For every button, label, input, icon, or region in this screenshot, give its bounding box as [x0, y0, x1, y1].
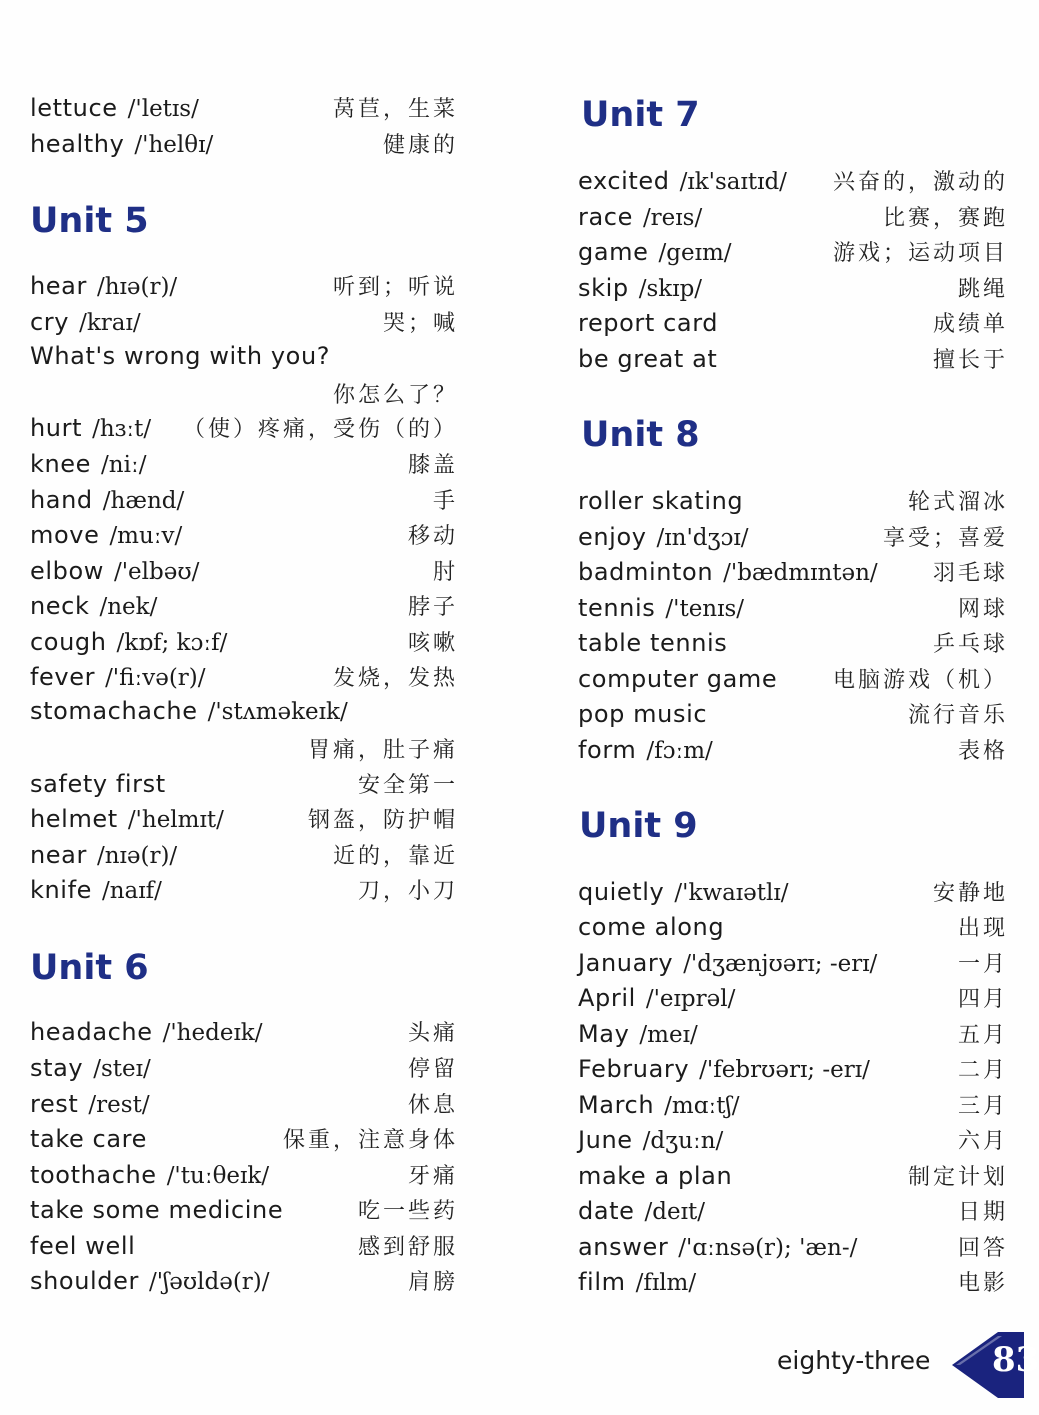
entry-translation: 保重，注意身体: [282, 1128, 458, 1153]
entry-word: take care: [30, 1125, 147, 1153]
entry-ipa: /'tenɪs/: [665, 596, 745, 622]
entry-ipa: /'eɪprəl/: [645, 986, 736, 1012]
vocab-entry-near: [30, 839, 458, 874]
entry-ipa: /mɑːtʃ/: [664, 1093, 740, 1119]
vocab-entry-february: [578, 1053, 1008, 1088]
entry-translation: 四月: [957, 987, 1008, 1012]
entry-ipa: /fɔːm/: [646, 738, 713, 764]
page-number-words: eighty-three: [777, 1346, 931, 1375]
entry-ipa: /'fiːvə(r)/: [105, 665, 206, 691]
vocab-entry-badminton: [578, 556, 1008, 591]
vocab-entry-stay: [30, 1052, 458, 1087]
vocab-entry-feel-well: [30, 1230, 458, 1265]
vocab-entry-answer: [578, 1231, 1008, 1266]
entry-translation: 出现: [957, 916, 1008, 941]
entry-ipa: /'hedeɪk/: [162, 1020, 263, 1046]
entry-ipa: /ɪn'dʒɔɪ/: [656, 525, 749, 551]
vocab-entry-knife: [30, 874, 458, 909]
unit-6-heading: Unit 6: [30, 948, 149, 988]
entry-word: helmet: [30, 805, 118, 833]
entry-word: badminton: [578, 558, 714, 586]
entry-ipa: /nek/: [99, 594, 158, 620]
entry-word: hurt: [30, 414, 83, 442]
entry-word: game: [578, 238, 649, 266]
entry-ipa: /hɪə(r)/: [96, 274, 178, 300]
vocab-entry-fever: [30, 661, 458, 696]
vocab-entry-hand: [30, 484, 458, 519]
entry-word: January: [578, 949, 674, 977]
entry-word: be great at: [578, 345, 718, 373]
entry-word: hand: [30, 486, 93, 514]
entry-ipa: /'stʌməkeɪk/: [207, 699, 348, 725]
entry-ipa: /muːv/: [109, 523, 183, 549]
entry-translation: 兴奋的，激动的: [832, 170, 1008, 195]
entry-translation: 钢盔，防护帽: [307, 808, 458, 833]
entry-word: make a plan: [578, 1162, 733, 1190]
entry-ipa: /kraɪ/: [79, 310, 141, 336]
entry-ipa: /'ɑːnsə(r); 'æn-/: [678, 1235, 858, 1261]
vocab-entry-stomachache: [30, 697, 458, 732]
entry-word: move: [30, 521, 100, 549]
entry-ipa: /'bædmɪntən/: [723, 560, 878, 586]
entry-ipa: /'tuːθeɪk/: [166, 1163, 270, 1189]
vocab-entry-enjoy: [578, 521, 1008, 556]
entry-word: excited: [578, 167, 670, 195]
vocab-entry-toothache: [30, 1159, 458, 1194]
entry-ipa: /dʒuːn/: [642, 1128, 724, 1154]
entry-word: quietly: [578, 878, 665, 906]
entry-word: elbow: [30, 557, 104, 585]
entry-ipa: /meɪ/: [639, 1022, 698, 1048]
vocab-entry-come-along: [578, 911, 1008, 946]
vocab-entry-be-great-at: [578, 343, 1008, 378]
entry-translation: 吃一些药: [357, 1199, 458, 1224]
entry-translation: 五月: [957, 1023, 1008, 1048]
entry-word: March: [578, 1091, 655, 1119]
entry-translation: 肘: [432, 560, 458, 585]
entry-translation: 你怎么了？: [332, 383, 458, 408]
entry-word: table tennis: [578, 629, 728, 657]
entry-word: May: [578, 1020, 630, 1048]
entry-ipa: /steɪ/: [93, 1056, 151, 1082]
entry-translation: 安静地: [932, 881, 1008, 906]
entry-word: healthy: [30, 130, 125, 158]
vocab-entry-june: [578, 1124, 1008, 1159]
entry-translation: 听到；听说: [332, 275, 458, 300]
vocab-entry-may: [578, 1018, 1008, 1053]
vocab-entry-elbow: [30, 555, 458, 590]
entry-word: April: [578, 984, 636, 1012]
entry-translation: 擅长于: [932, 348, 1008, 373]
entry-ipa: /deɪt/: [644, 1199, 705, 1225]
vocab-entry-hear: [30, 270, 458, 305]
entry-ipa: /naɪf/: [102, 878, 162, 904]
entry-translation: 回答: [957, 1236, 1008, 1261]
vocab-entry-january: [578, 947, 1008, 982]
entry-translation: 游戏；运动项目: [832, 241, 1008, 266]
entry-word: date: [578, 1197, 635, 1225]
entry-ipa: /niː/: [101, 452, 147, 478]
entry-translation: （使）疼痛，受伤（的）: [182, 417, 458, 442]
vocab-entry-quietly: [578, 876, 1008, 911]
entry-word: pop music: [578, 700, 708, 728]
entry-word: fever: [30, 663, 96, 691]
unit-8-heading: Unit 8: [581, 415, 700, 455]
entry-word: feel well: [30, 1232, 136, 1260]
vocab-entry-skip: [578, 272, 1008, 307]
entry-word: lettuce: [30, 94, 118, 122]
vocab-entry-pop-music: [578, 698, 1008, 733]
entry-translation: 三月: [957, 1094, 1008, 1119]
entry-word: cry: [30, 308, 70, 336]
vocab-entry-race: [578, 201, 1008, 236]
entry-translation: 乒乓球: [932, 632, 1008, 657]
entry-word: tennis: [578, 594, 656, 622]
entry-word: answer: [578, 1233, 669, 1261]
unit-9-heading: Unit 9: [579, 806, 698, 846]
entry-word: stomachache: [30, 697, 198, 725]
entry-translation: 哭；喊: [382, 311, 458, 336]
entry-translation: 咳嗽: [407, 631, 458, 656]
entry-ipa: /reɪs/: [642, 205, 703, 231]
vocab-entry-knee: [30, 448, 458, 483]
entry-word: race: [578, 203, 633, 231]
vocab-entry-move: [30, 519, 458, 554]
entry-word: safety first: [30, 770, 166, 798]
entry-ipa: /ɪk'saɪtɪd/: [679, 169, 787, 195]
vocab-entry-neck: [30, 590, 458, 625]
entry-translation: 健康的: [382, 133, 458, 158]
entry-translation: 移动: [407, 524, 458, 549]
entry-ipa: /skɪp/: [638, 276, 703, 302]
entry-ipa: /fɪlm/: [635, 1270, 697, 1296]
entry-translation: 头痛: [407, 1021, 458, 1046]
entry-word: knife: [30, 876, 92, 904]
entry-translation: 成绩单: [932, 312, 1008, 337]
entry-translation: 二月: [957, 1058, 1008, 1083]
vocab-entry-roller-skating: [578, 485, 1008, 520]
vocab-entry-lettuce: [30, 92, 458, 127]
vocab-entry-cough: [30, 626, 458, 661]
entry-word: film: [578, 1268, 626, 1296]
vocab-entry-whats-wrong: [30, 342, 458, 377]
entry-ipa: /hɜːt/: [92, 416, 152, 442]
entry-word: near: [30, 841, 87, 869]
entry-ipa: /'helmɪt/: [127, 807, 224, 833]
entry-translation: 电影: [957, 1271, 1008, 1296]
entry-translation: 安全第一: [357, 773, 458, 798]
vocab-entry-excited: [578, 165, 1008, 200]
entry-word: cough: [30, 628, 107, 656]
vocab-entry-form: [578, 734, 1008, 769]
entry-ipa: /'letɪs/: [127, 96, 199, 122]
entry-translation: 电脑游戏（机）: [832, 668, 1008, 693]
entry-translation: 脖子: [407, 595, 458, 620]
entry-translation: 膝盖: [407, 453, 458, 478]
entry-ipa: /rest/: [88, 1092, 150, 1118]
vocab-entry-hurt: [30, 412, 458, 447]
entry-ipa: /kɒf; kɔːf/: [116, 630, 228, 656]
entry-word: computer game: [578, 665, 778, 693]
entry-ipa: /'dʒænjʊərɪ; -erɪ/: [683, 951, 878, 977]
entry-ipa: /nɪə(r)/: [96, 843, 178, 869]
entry-word: stay: [30, 1054, 84, 1082]
vocab-entry-game: [578, 236, 1008, 271]
entry-translation: 制定计划: [907, 1165, 1008, 1190]
entry-translation: 胃痛，肚子痛: [307, 738, 458, 763]
vocab-entry-rest: [30, 1088, 458, 1123]
entry-translation: 比赛，赛跑: [882, 206, 1008, 231]
vocab-entry-table-tennis: [578, 627, 1008, 662]
entry-translation: 六月: [957, 1129, 1008, 1154]
entry-ipa: /'febrʊərɪ; -erɪ/: [699, 1057, 870, 1083]
entry-translation: 刀，小刀: [357, 879, 458, 904]
entry-translation: 享受；喜爱: [882, 526, 1008, 551]
entry-ipa: /geɪm/: [658, 240, 732, 266]
entry-word: headache: [30, 1018, 153, 1046]
entry-word: June: [578, 1126, 633, 1154]
entry-word: report card: [578, 309, 719, 337]
vocab-entry-make-a-plan: [578, 1160, 1008, 1195]
entry-word: roller skating: [578, 487, 744, 515]
entry-translation: 轮式溜冰: [907, 490, 1008, 515]
vocab-entry-report-card: [578, 307, 1008, 342]
entry-word: shoulder: [30, 1267, 139, 1295]
entry-ipa: /'ʃəʊldə(r)/: [148, 1269, 270, 1295]
entry-word: knee: [30, 450, 92, 478]
entry-translation: 流行音乐: [907, 703, 1008, 728]
page-number: 83: [992, 1340, 1039, 1380]
entry-translation: 羽毛球: [932, 561, 1008, 586]
unit-7-heading: Unit 7: [581, 95, 700, 135]
entry-translation: 莴苣，生菜: [332, 97, 458, 122]
entry-translation: 日期: [957, 1200, 1008, 1225]
entry-word: come along: [578, 913, 725, 941]
entry-translation: 表格: [957, 739, 1008, 764]
entry-word: February: [578, 1055, 690, 1083]
vocab-entry-healthy: [30, 128, 458, 163]
entry-ipa: /hænd/: [102, 488, 185, 514]
entry-word: skip: [578, 274, 629, 302]
entry-translation: 近的，靠近: [332, 844, 458, 869]
vocab-entry-film: [578, 1266, 1008, 1301]
entry-translation: 肩膀: [407, 1270, 458, 1295]
vocab-entry-take-some-medicine: [30, 1194, 458, 1229]
entry-ipa: /'kwaɪətlɪ/: [674, 880, 789, 906]
entry-word: toothache: [30, 1161, 157, 1189]
entry-translation: 手: [432, 489, 458, 514]
entry-word: take some medicine: [30, 1196, 284, 1224]
entry-word: neck: [30, 592, 90, 620]
entry-word: hear: [30, 272, 87, 300]
vocab-entry-take-care: [30, 1123, 458, 1158]
unit-5-heading: Unit 5: [30, 201, 149, 241]
vocab-entry-safety-first: [30, 768, 458, 803]
entry-translation: 跳绳: [957, 277, 1008, 302]
entry-translation: 休息: [407, 1093, 458, 1118]
entry-word: enjoy: [578, 523, 647, 551]
vocab-entry-helmet: [30, 803, 458, 838]
entry-translation: 发烧，发热: [332, 666, 458, 691]
entry-translation: 网球: [957, 597, 1008, 622]
entry-ipa: /'elbəʊ/: [113, 559, 200, 585]
vocab-entry-cry: [30, 306, 458, 341]
entry-word: rest: [30, 1090, 79, 1118]
vocab-entry-march: [578, 1089, 1008, 1124]
vocab-entry-headache: [30, 1016, 458, 1051]
vocab-entry-tennis: [578, 592, 1008, 627]
vocab-entry-shoulder: [30, 1265, 458, 1300]
entry-word: form: [578, 736, 637, 764]
vocab-entry-date: [578, 1195, 1008, 1230]
entry-translation: 牙痛: [407, 1164, 458, 1189]
entry-translation: 停留: [407, 1057, 458, 1082]
entry-ipa: /'helθɪ/: [134, 132, 214, 158]
entry-translation: 一月: [957, 952, 1008, 977]
entry-word: What's wrong with you?: [30, 342, 331, 370]
vocab-entry-computer-game: [578, 663, 1008, 698]
vocab-entry-april: [578, 982, 1008, 1017]
entry-translation: 感到舒服: [357, 1235, 458, 1260]
